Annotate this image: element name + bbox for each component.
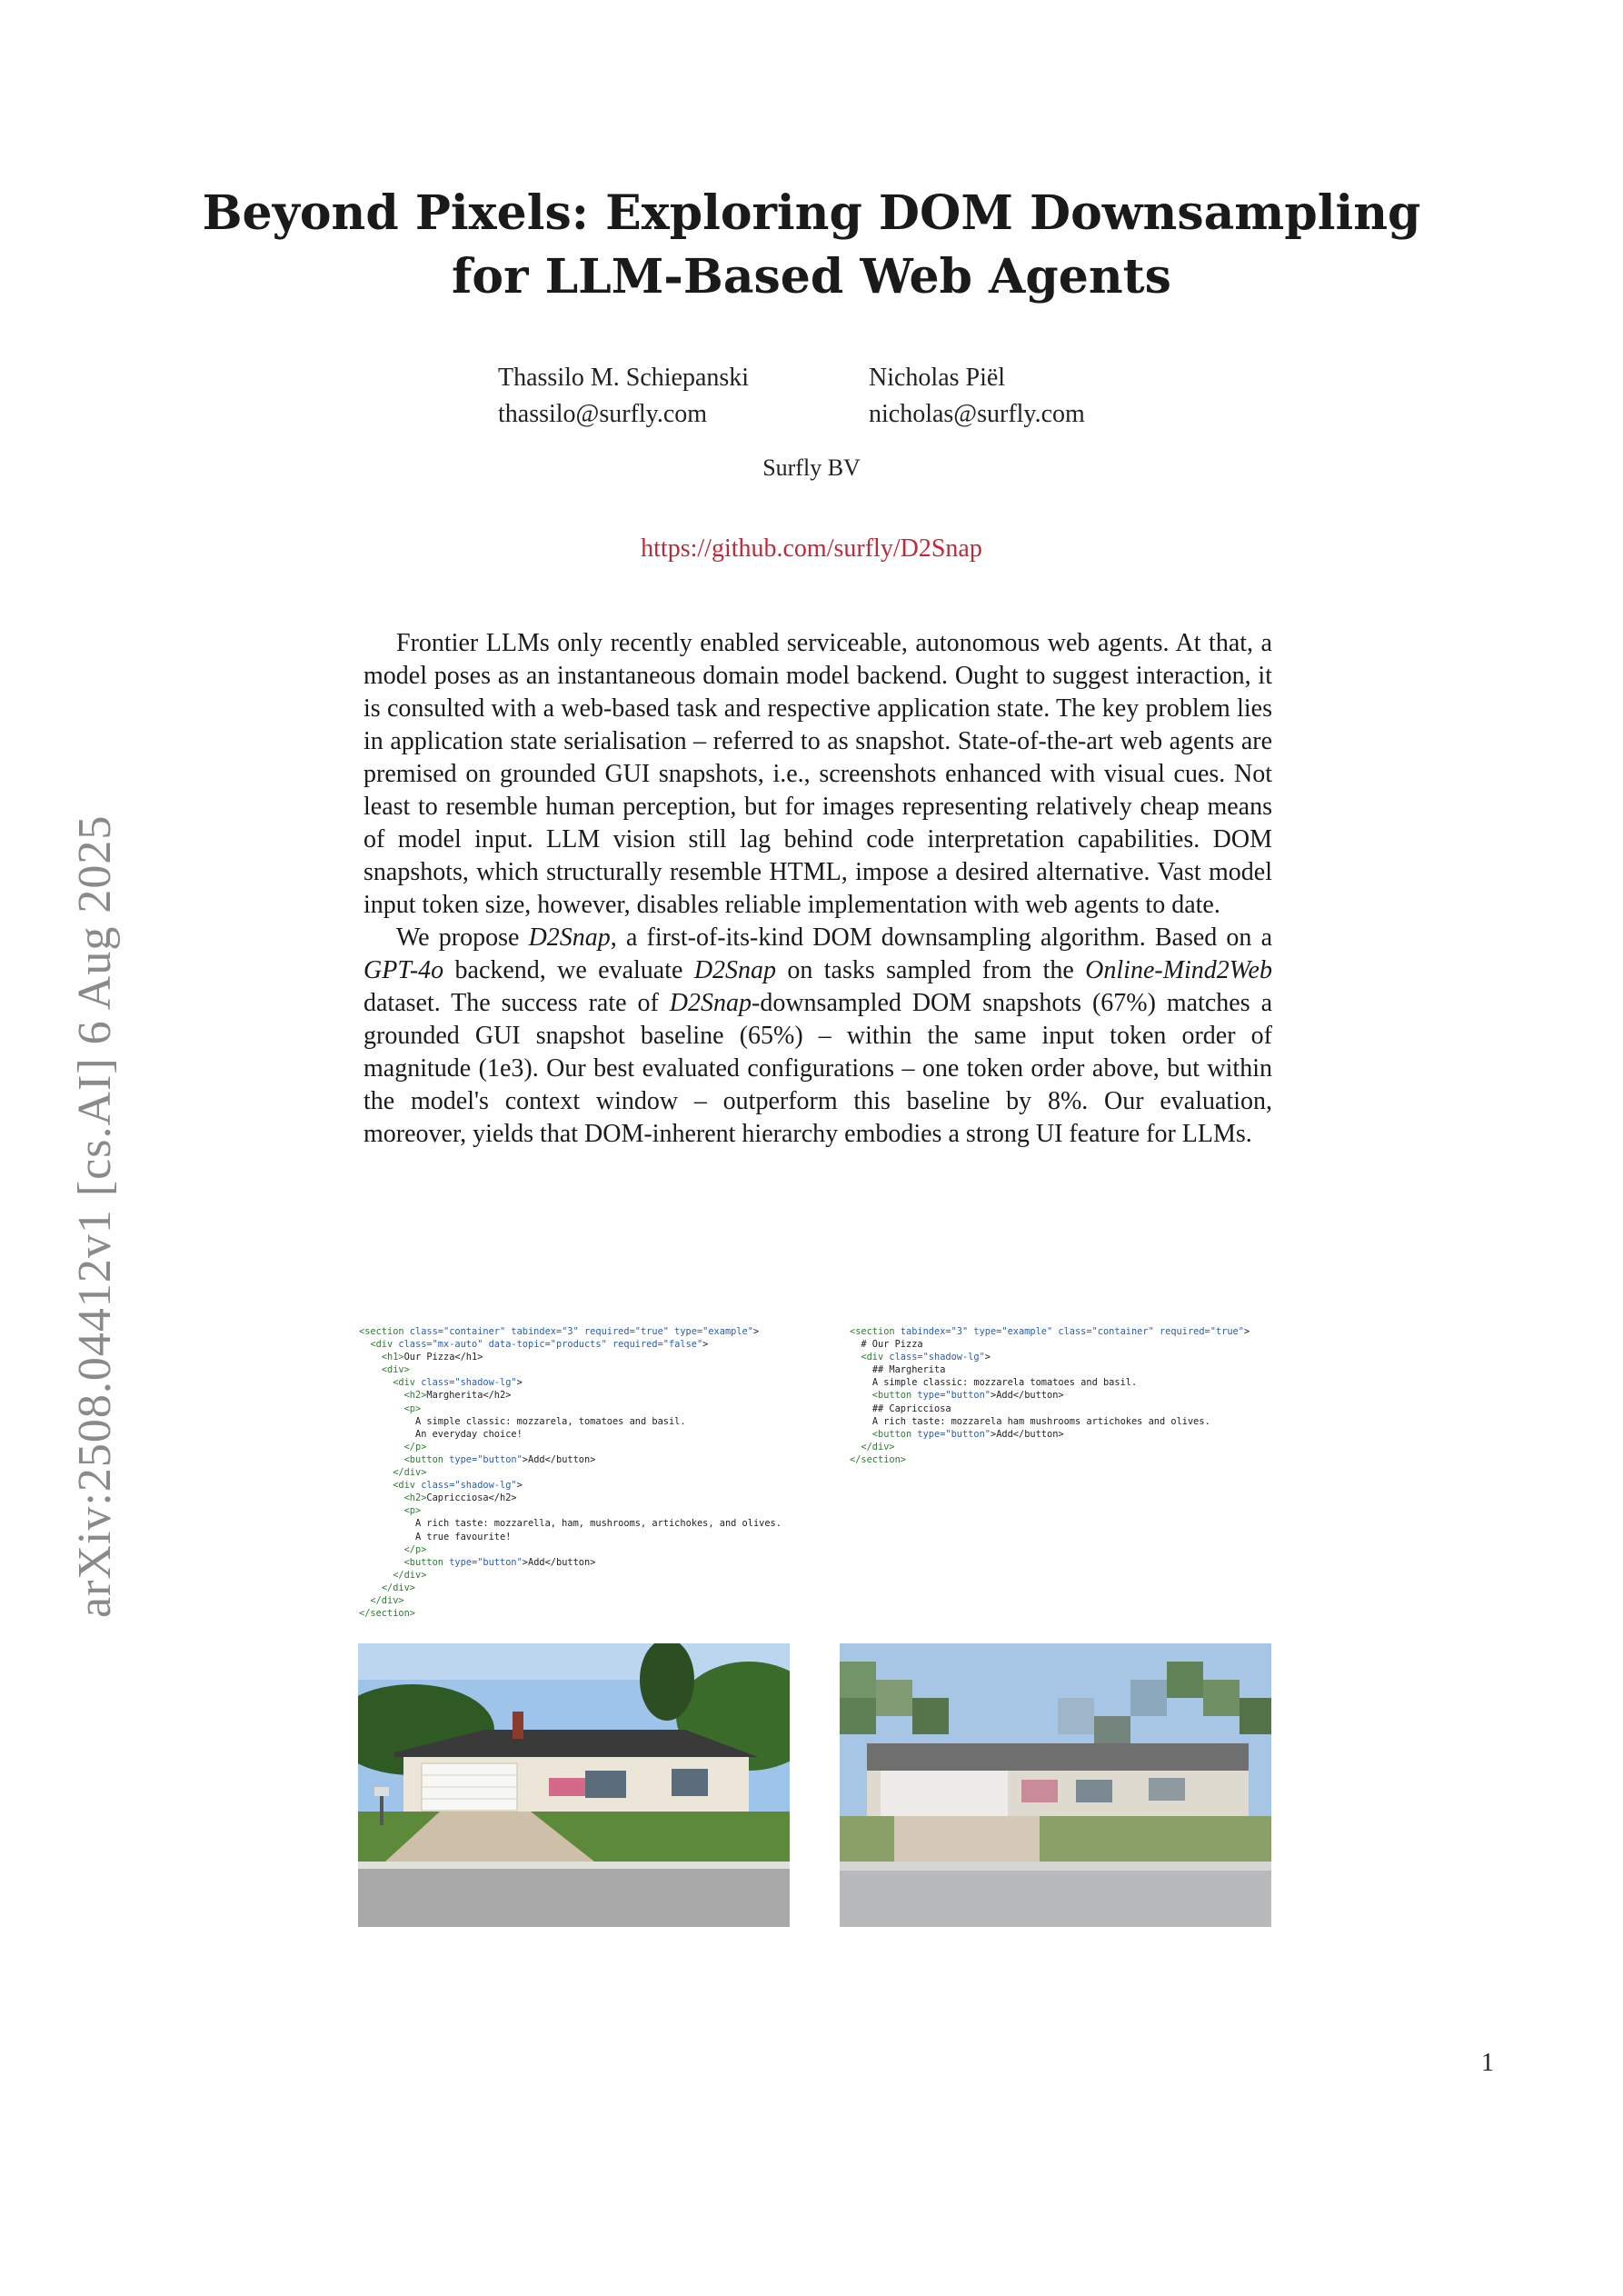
paper-title <box>164 182 1459 309</box>
code-line: <h1>Our Pizza</h1> <box>359 1352 483 1363</box>
author-name: Nicholas Piël <box>869 364 1006 392</box>
code-line: <p> <box>359 1505 422 1517</box>
code-line: </section> <box>850 1453 906 1465</box>
title-line-2: for LLM-Based Web Agents <box>452 249 1171 304</box>
title-line-1: Beyond Pixels: Exploring DOM Downsampling <box>202 185 1421 241</box>
code-line: <button type="button">Add</button> <box>850 1390 1064 1402</box>
figure-code-original <box>359 1325 782 1620</box>
code-line: <div> <box>359 1364 410 1376</box>
code-line: A true favourite! <box>415 1531 512 1542</box>
code-line: </div> <box>850 1441 895 1452</box>
code-line: </div> <box>359 1569 427 1581</box>
code-line: <div class="shadow-lg"> <box>359 1377 523 1389</box>
code-line: <h2>Capricciosa</h2> <box>359 1492 517 1504</box>
code-line: A rich taste: mozzarella, ham, mushrooms, artichokes, and olives. <box>415 1518 782 1530</box>
affiliation: Surfly BV <box>762 454 861 481</box>
code-line: <div class="shadow-lg"> <box>850 1352 991 1363</box>
repo-link[interactable]: https://github.com/surfly/D2Snap <box>641 534 982 563</box>
author-name: Thassilo M. Schiepanski <box>498 364 750 392</box>
author-email[interactable]: nicholas@surfly.com <box>869 400 1085 428</box>
code-line: <p> <box>359 1403 422 1414</box>
code-line: ## Capricciosa <box>871 1403 951 1414</box>
code-line: </p> <box>359 1441 427 1452</box>
arxiv-stamp: arXiv:2508.04412v1 [cs.AI] 6 Aug 2025 <box>69 814 121 1618</box>
author-email[interactable]: thassilo@surfly.com <box>498 400 708 428</box>
abstract <box>363 627 1272 1151</box>
code-line: A simple classic: mozzarela tomatoes and basil. <box>871 1377 1138 1389</box>
code-line: <button type="button">Add</button> <box>359 1453 596 1465</box>
code-line: ## Margherita <box>871 1364 946 1376</box>
author-1 <box>498 360 749 433</box>
figure-photo-house-original <box>358 1643 790 1927</box>
code-line: </div> <box>359 1594 404 1606</box>
code-line: <button type="button">Add</button> <box>359 1556 596 1568</box>
abstract-paragraph-2: We propose D2Snap, a first-of-its-kind DOM downsampling algorithm. Based on a GPT-4o backend, we evaluate D2Snap on tasks sampled from the Online-Mind2Web dataset. The success rate of D2Snap-downsampled DOM snapshots (67%) matches a grounded GUI snapshot baseline (65%) – within the same input token order of magnitude (1e3). Our best evaluated configurations – one token order above, but within the model's context window – outperform this baseline by 8%. Our evaluation, moreover, yields that DOM-inherent hierarchy embodies a strong UI feature for LLMs. <box>363 923 1272 1148</box>
abstract-paragraph-1: Frontier LLMs only recently enabled serviceable, autonomous web agents. At that, a model poses as an instantaneous domain model backend. Ought to suggest interaction, it is consulted with a web-based task and respective application state. The key problem lies in application state serialisation – referred to as snapshot. State-of-the-art web agents are premised on grounded GUI snapshots, i.e., screenshots enhanced with visual cues. Not least to resemble human perception, but for images representing relatively cheap means of model input. LLM vision still lag behind code interpretation capabilities. DOM snapshots, which structurally resemble HTML, impose a desired alternative. Vast model input token size, however, disables reliable implementation with web agents to date. <box>363 629 1272 919</box>
code-line: A simple classic: mozzarela, tomatoes and basil. <box>415 1415 686 1427</box>
code-line: </p> <box>359 1543 427 1555</box>
code-line: <div class="shadow-lg"> <box>359 1480 523 1492</box>
code-line: An everyday choice! <box>415 1428 523 1440</box>
author-2 <box>869 360 1085 433</box>
code-line: <section class="container" tabindex="3" required="true" type="example"> <box>359 1326 760 1337</box>
code-line: </div> <box>359 1582 415 1593</box>
code-line: <h2>Margherita</h2> <box>359 1390 512 1402</box>
figure-photo-house-downsampled <box>840 1643 1271 1927</box>
code-line: <div class="mx-auto" data-topic="products" required="false"> <box>359 1339 709 1351</box>
figure-code-downsampled <box>850 1325 1250 1466</box>
code-line: <button type="button">Add</button> <box>850 1428 1064 1440</box>
code-line: <section tabindex="3" type="example" class="container" required="true"> <box>850 1326 1250 1337</box>
code-line: A rich taste: mozzarela ham mushrooms artichokes and olives. <box>871 1415 1210 1427</box>
code-line: # Our Pizza <box>861 1339 923 1351</box>
code-line: </div> <box>359 1467 427 1479</box>
page-number: 1 <box>1481 2049 1494 2077</box>
code-line: </section> <box>359 1608 415 1620</box>
